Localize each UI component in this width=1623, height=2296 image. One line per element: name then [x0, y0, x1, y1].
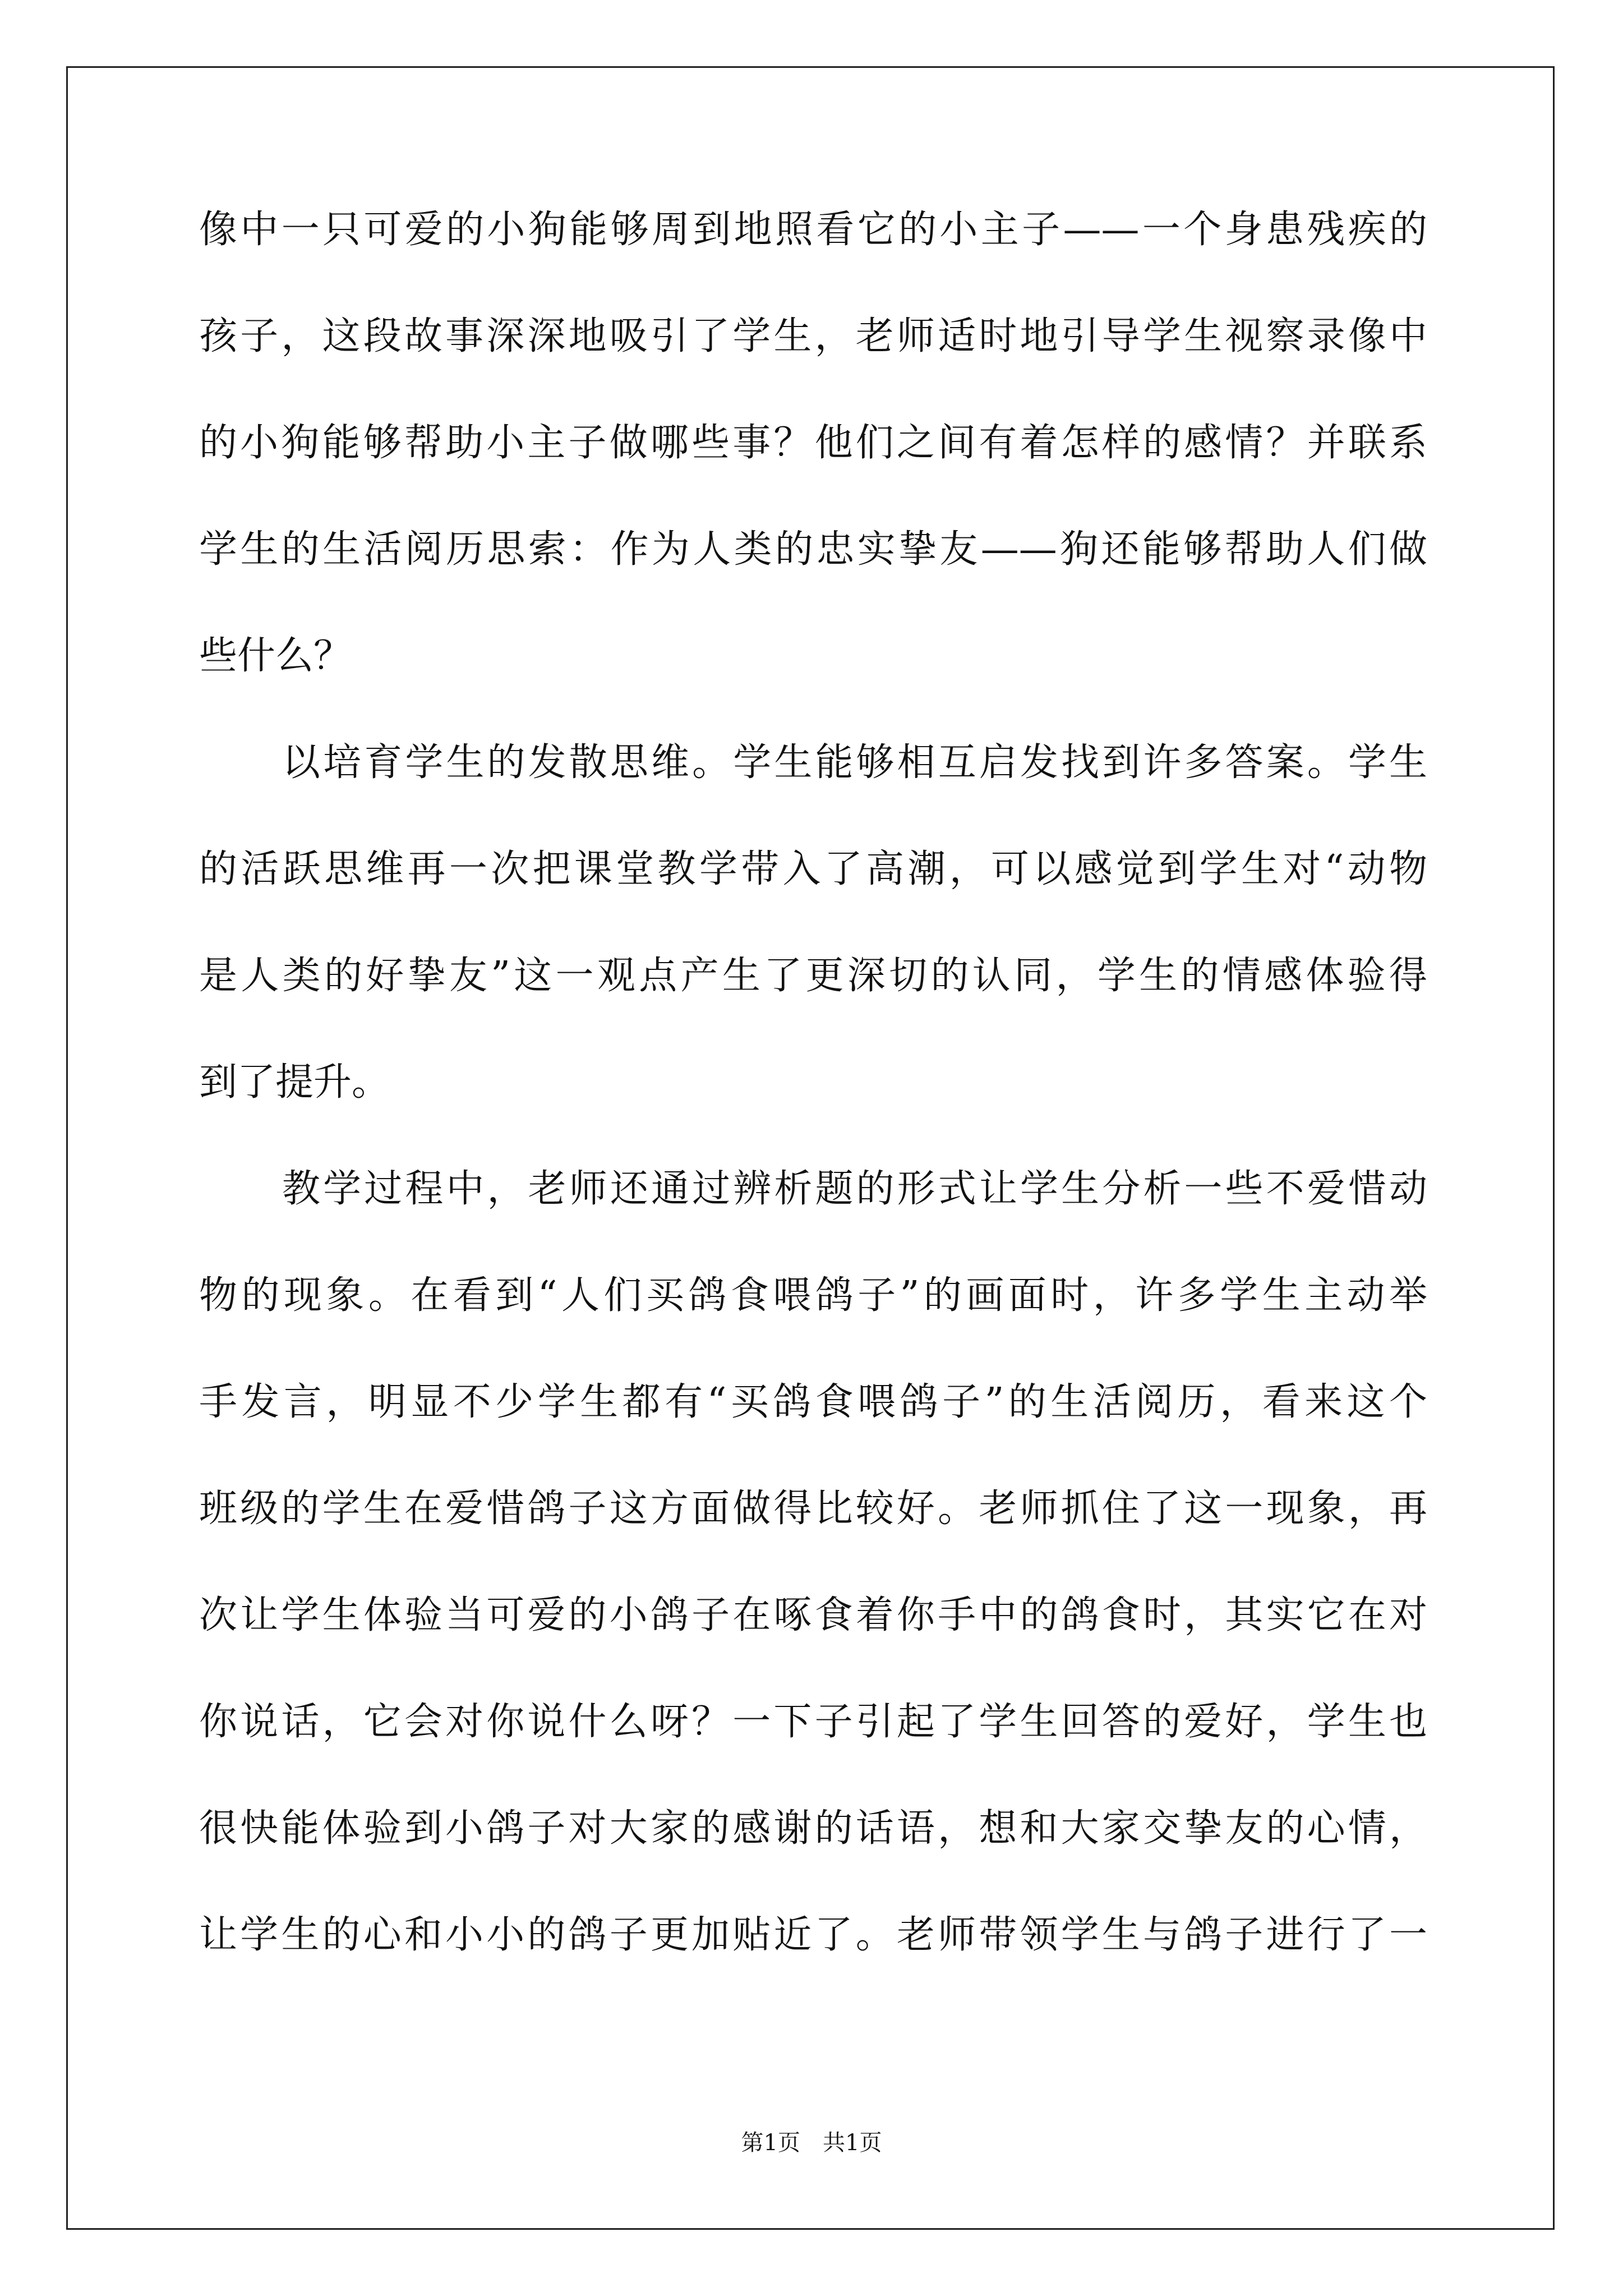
text-line: 像中一只可爱的小狗能够周到地照看它的小主子——一个身患残疾的 — [199, 208, 1427, 252]
text-line: 是人类的好挚友”这一观点产生了更深切的认同，学生的情感体验得 — [199, 954, 1427, 998]
page-footer: 第1页 共1页 — [741, 2130, 882, 2156]
text-line: 孩子，这段故事深深地吸引了学生，老师适时地引导学生视察录像中 — [199, 314, 1427, 358]
text-line: 手发言，明显不少学生都有“买鸽食喂鸽子”的生活阅历，看来这个 — [199, 1380, 1427, 1424]
text-line: 让学生的心和小小的鸽子更加贴近了。老师带领学生与鸽子进行了一 — [199, 1913, 1427, 1957]
text-line: 物的现象。在看到“人们买鸽食喂鸽子”的画面时，许多学生主动举 — [199, 1273, 1427, 1318]
text-line: 的活跃思维再一次把课堂教学带入了高潮，可以感觉到学生对“动物 — [199, 847, 1427, 891]
text-line: 的小狗能够帮助小主子做哪些事？他们之间有着怎样的感情？并联系 — [199, 421, 1427, 465]
text-line: 到了提升。 — [199, 1060, 390, 1105]
text-line: 班级的学生在爱惜鸽子这方面做得比较好。老师抓住了这一现象，再 — [199, 1487, 1427, 1531]
text-line: 很快能体验到小鸽子对大家的感谢的话语，想和大家交挚友的心情， — [199, 1806, 1427, 1851]
text-line: 以培育学生的发散思维。学生能够相互启发找到许多答案。学生 — [282, 740, 1427, 785]
text-line: 次让学生体验当可爱的小鸽子在啄食着你手中的鸽食时，其实它在对 — [199, 1593, 1427, 1637]
text-line: 你说话，它会对你说什么呀？一下子引起了学生回答的爱好，学生也 — [199, 1700, 1427, 1744]
text-line: 些什么？ — [199, 634, 352, 678]
text-line: 教学过程中，老师还通过辨析题的形式让学生分析一些不爱惜动 — [282, 1167, 1427, 1211]
text-line: 学生的生活阅历思索：作为人类的忠实挚友——狗还能够帮助人们做 — [199, 527, 1427, 572]
